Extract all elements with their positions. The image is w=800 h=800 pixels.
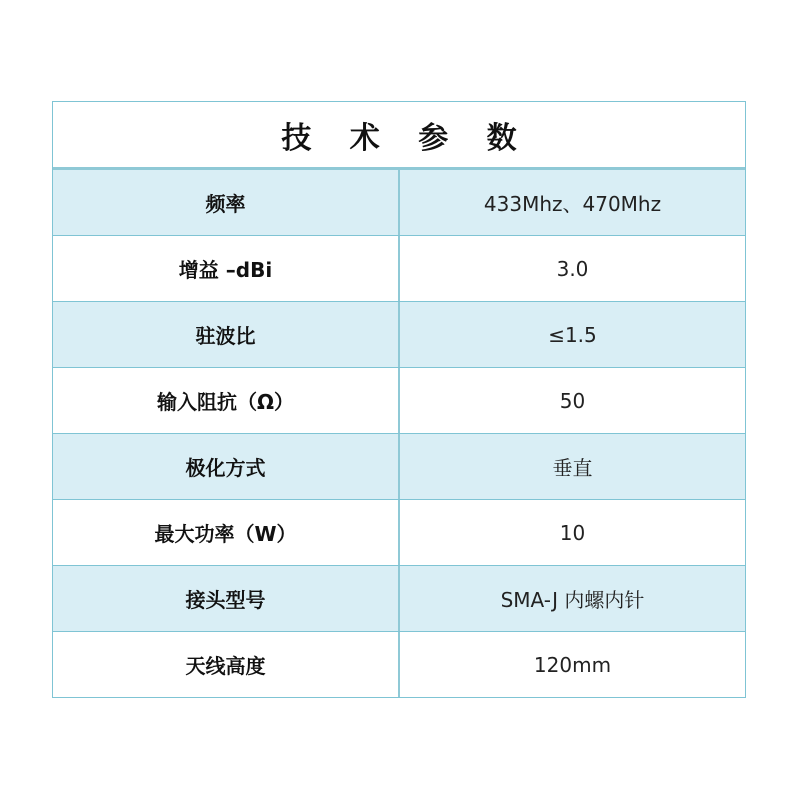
row-value: 120mm xyxy=(533,652,612,677)
table-row-height xyxy=(53,632,745,697)
row-value: 垂直 xyxy=(552,456,593,480)
row-value: 3.0 xyxy=(556,256,589,281)
table-row-gain xyxy=(53,236,745,302)
row-label: 天线高度 xyxy=(53,632,400,697)
row-label: 频率 xyxy=(53,170,400,235)
row-label: 最大功率（W） xyxy=(53,500,400,565)
row-value: ≤1.5 xyxy=(548,322,597,347)
row-value: SMA-J 内螺内针 xyxy=(500,588,645,612)
table-row-polarization xyxy=(53,434,745,500)
spec-table xyxy=(52,101,746,698)
table-row-vswr xyxy=(53,302,745,368)
row-value: 433Mhz、470Mhz xyxy=(483,192,662,216)
table-row-impedance xyxy=(53,368,745,434)
row-value: 50 xyxy=(559,388,586,413)
row-label: 增益 –dBi xyxy=(53,236,400,301)
row-value: 10 xyxy=(559,520,586,545)
table-row-max-power xyxy=(53,500,745,566)
row-label: 驻波比 xyxy=(53,302,400,367)
table-title-row xyxy=(53,102,745,170)
row-label: 极化方式 xyxy=(53,434,400,499)
row-label: 接头型号 xyxy=(53,566,400,631)
table-row-frequency xyxy=(53,170,745,236)
table-row-connector xyxy=(53,566,745,632)
row-label: 输入阻抗（Ω） xyxy=(53,368,400,433)
table-title: 技 术 参 数 xyxy=(281,120,531,156)
